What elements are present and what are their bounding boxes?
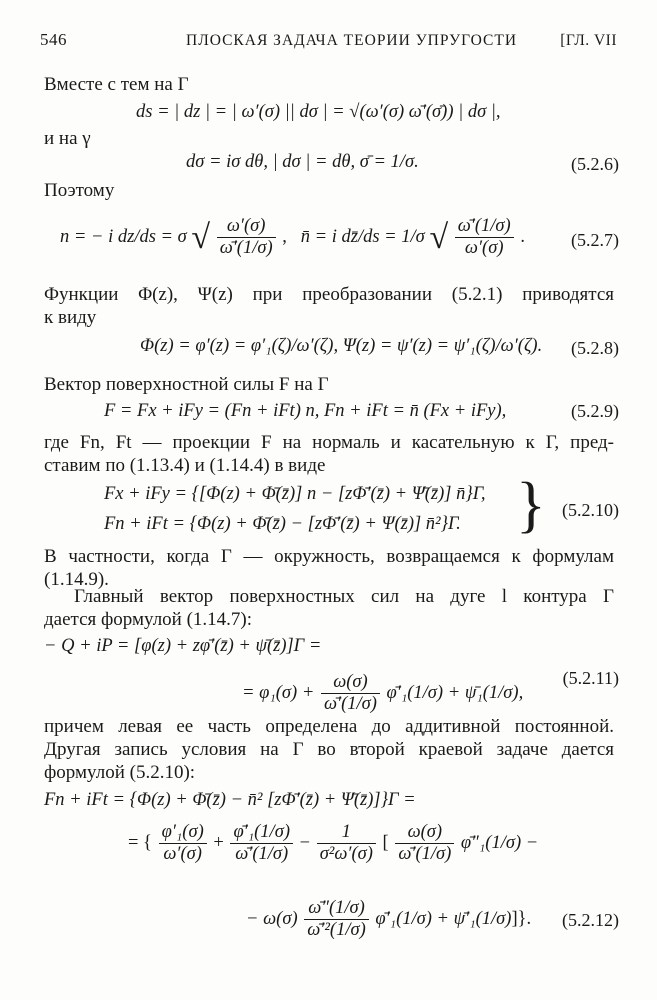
formula-expansion-line1: = { $\frac{\text{φ′₁(σ)}}{\omega'(\sigma)}$ + $\frac{\text{φ̄′₁(1/σ)}}{\omegā'(1/\sigma)}$ − $\frac{1}{\text{σ²ω′(σ)}}$ [ $\frac{\omega(\sigma)}{\omegā'(1/\sigma)}$ φ̄″₁(1/σ) − bbox=[128, 822, 539, 865]
formula-line2-start: − ω(σ) bbox=[246, 909, 298, 930]
paragraph-line: к виду bbox=[44, 307, 97, 328]
formula-fn: Fn + iFt = {Φ(z) + Φ̄(z̄) − [zΦ̄′(z̄) + Ψ(z̄)] n̄²}Γ. bbox=[104, 514, 461, 534]
paragraph-line: Главный вектор поверхностных сил на дуге l контура Γ bbox=[74, 586, 614, 607]
formula-force: F = Fx + iFy = (Fn + iFt) n, Fn + iFt = n̄ (Fx + iFy), bbox=[104, 401, 507, 421]
formula-dsigma bbox=[186, 152, 419, 173]
sqrt-symbol: √ bbox=[429, 218, 449, 256]
fraction: $\frac{\text{φ′₁(σ)}}{\omega'(\sigma)}$ bbox=[159, 822, 207, 866]
equation-number: (5.2.11) bbox=[562, 668, 619, 688]
paragraph-line: Другая запись условия на Γ во второй краевой задаче дается bbox=[44, 739, 614, 760]
paragraph-line: В частности, когда Γ — окружность, возвращаемся к формулам bbox=[44, 546, 614, 567]
equation-number: (5.2.6) bbox=[571, 154, 619, 174]
chapter-label: [ГЛ. VII bbox=[560, 32, 617, 49]
formula-ds: ds = | dz | = | ω′(σ) || dσ | = √(ω′(σ) ω̄′(σ̄)) | dσ |, bbox=[136, 102, 501, 122]
equation-number: (5.2.7) bbox=[571, 230, 619, 250]
formula-normal-right: n̄ = i dz̄/ds = 1/σ bbox=[300, 227, 425, 248]
paragraph-line: Вместе с тем на Γ bbox=[44, 74, 189, 95]
paragraph-line: где Fn, Ft — проекции F на нормаль и касательную к Γ, пред- bbox=[44, 432, 614, 453]
fraction: $\frac{\omegā''(1/\sigma)}{\text{ω̄′²(1/σ)}}$ bbox=[304, 898, 369, 942]
fraction: $\frac{\omega(\sigma)}{\omegā'(1/\sigma)}$ bbox=[395, 822, 454, 866]
paragraph-line: Функции Φ(z), Ψ(z) при преобразовании (5.2.1) приводятся bbox=[44, 284, 614, 305]
fraction: $\frac{\omegā'(1/\sigma)}{\omega'(\sigma)}$ bbox=[455, 216, 514, 260]
paragraph-line: Поэтому bbox=[44, 180, 115, 201]
formula-phi-psi: Φ(z) = φ′(z) = φ′₁(ζ)/ω′(ζ), Ψ(z) = ψ′(z) = ψ′₁(ζ)/ω′(ζ). bbox=[140, 336, 543, 356]
sqrt-symbol: √ bbox=[191, 218, 211, 256]
paragraph-line: причем левая ее часть определена до аддитивной постоянной. bbox=[44, 716, 614, 737]
fraction: $\frac{\omega(\sigma)}{\omegā'(1/\sigma)}$ bbox=[321, 672, 380, 716]
fraction: $\frac{\omega'(\sigma)}{\omegā'(1/\sigma)}$ bbox=[217, 216, 276, 260]
formula-rhs-start: = φ₁(σ) + bbox=[242, 683, 315, 704]
equation-number: (5.2.8) bbox=[571, 338, 619, 358]
formula-normal: n = − i dz/ds = σ √ $\frac{\omega'(\sigma)}{\omegā'(1/\sigma)}$ , n̄ = i dz̄/ds = 1/σ √ $\frac{\omegā'(1/\sigma)}{\omega'(\sigma)}$ . bbox=[60, 216, 525, 259]
running-title: ПЛОСКАЯ ЗАДАЧА ТЕОРИИ УПРУГОСТИ bbox=[186, 32, 518, 49]
paragraph-line: и на γ bbox=[44, 128, 91, 149]
formula-fn-boundary: Fn + iFt = {Φ(z) + Φ̄(z̄) − n̄² [zΦ̄′(z̄) + Ψ̄(z̄)]}Γ = bbox=[44, 790, 416, 810]
formula-main-vector: − Q + iP = [φ(z) + zφ̄′(z̄) + ψ̄(z̄)]Γ = bbox=[44, 636, 322, 656]
paragraph-line: ставим по (1.13.4) и (1.14.4) в виде bbox=[44, 455, 326, 476]
equation-number: (5.2.12) bbox=[562, 910, 619, 930]
formula-main-vector-rhs: = φ₁(σ) + $\frac{\omega(\sigma)}{\omegā'(1/\sigma)}$ φ̄′₁(1/σ) + ψ̄₁(1/σ), bbox=[242, 672, 524, 715]
paragraph-line: формулой (5.2.10): bbox=[44, 762, 196, 783]
equation-number: (5.2.9) bbox=[571, 401, 619, 421]
page-number: 546 bbox=[40, 30, 67, 49]
formula-expansion-line2: − ω(σ) $\frac{\omegā''(1/\sigma)}{\text{ω̄′²(1/σ)}}$ φ̄′₁(1/σ) + ψ̄′₁(1/σ)]}. bbox=[246, 898, 532, 941]
fraction: $\frac{1}{\text{σ²ω′(σ)}}$ bbox=[317, 822, 376, 866]
fraction: $\frac{\text{φ̄′₁(1/σ)}}{\omegā'(1/\sigma)}$ bbox=[230, 822, 293, 866]
formula-dsigma-text: dσ = iσ dθ, | dσ | = dθ, σ̄ = 1/σ. bbox=[186, 152, 419, 172]
equation-number: (5.2.10) bbox=[562, 500, 619, 520]
paragraph-line: дается формулой (1.14.7): bbox=[44, 609, 253, 630]
paragraph-line: (1.14.9). bbox=[44, 569, 109, 590]
paragraph-line: Вектор поверхностной силы F на Γ bbox=[44, 374, 329, 395]
right-brace: } bbox=[516, 471, 546, 539]
formula-fx: Fx + iFy = {[Φ(z) + Φ̄(z̄)] n − [zΦ̄′(z̄) + Ψ̄(z̄)] n̄}Γ, bbox=[104, 484, 486, 504]
formula-normal-left: n = − i dz/ds = σ bbox=[60, 227, 187, 248]
